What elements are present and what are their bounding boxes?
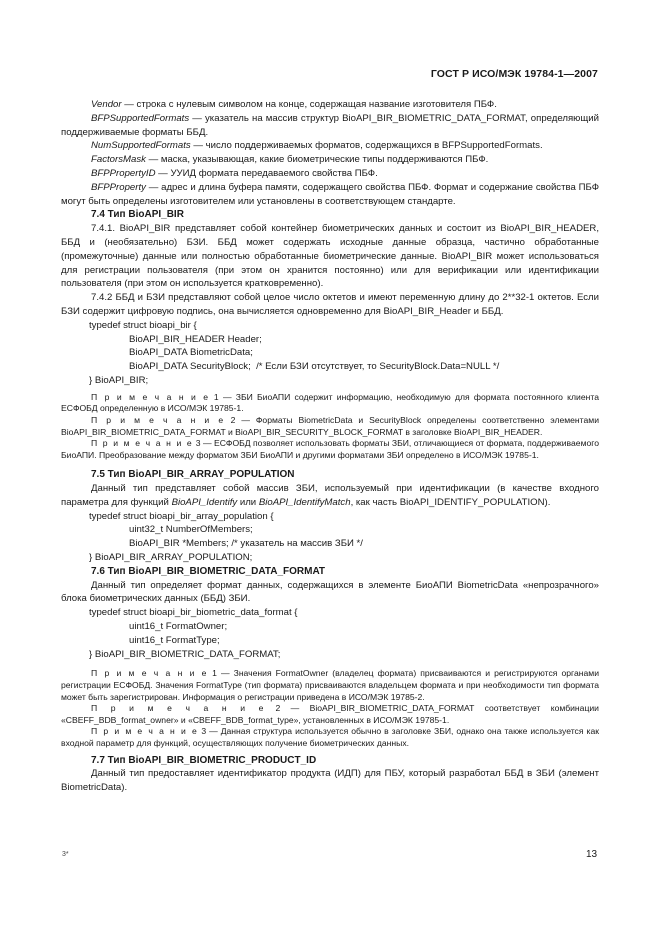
def-vendor: Vendor — строка с нулевым символом на конце, содержащая название изготовителя ПБФ.: [91, 99, 497, 110]
note-7-6-2: П р и м е ч а н и е 2 — BioAPI_BIR_BIOMETRIC_DATA_FORMAT соответствует комбинации «CBEFF_BDB_format_owner» и «CBEFF_BDB_format_type», установленных в ИСО/МЭК 19785-1.: [61, 703, 599, 725]
def-bfp-property-id: BFPPropertyID — УУИД формата передаваемого свойства ПБФ.: [91, 167, 378, 179]
code-line: uint32_t NumberOfMembers;: [129, 524, 253, 536]
code-line: BioAPI_BIR *Members; /* указатель на массив ЗБИ */: [129, 538, 363, 550]
note-7-4-3: П р и м е ч а н и е 3 — ЕСФОБД позволяет использовать форматы ЗБИ, отличающиеся от формата, поддерживаемого БиоАПИ. Преобразование между форматом ЗБИ БиоАПИ и другими форматами ЗБИ определено в ИСО/МЭК 19785-1.: [61, 438, 599, 460]
code-line: } BioAPI_BIR_ARRAY_POPULATION;: [89, 552, 253, 564]
section-7-7-paragraph: Данный тип предоставляет идентификатор продукта (ИДП) для ПБУ, который разработал ББД в ЗБИ (элемент BiometricData).: [61, 768, 599, 794]
code-line: typedef struct bioapi_bir_array_population {: [89, 510, 274, 522]
note-7-4-2: П р и м е ч а н и е 2 — Форматы BiometricData и SecurityBlock определены соответственно элементами BioAPI_BIR_BIOMETRIC_DATA_FORMAT и BioAPI_BIR_SECURITY_BLOCK_FORMAT в заголовке BioAPI_BIR_HEADER.: [61, 414, 599, 437]
code-line: } BioAPI_BIR_BIOMETRIC_DATA_FORMAT;: [89, 648, 281, 660]
page-body: [61, 98, 599, 795]
section-7-4-heading: 7.4 Тип BioAPI_BIR: [91, 209, 184, 221]
footer-sheet-mark: 3*: [62, 851, 69, 858]
code-line: BioAPI_DATA BiometricData;: [129, 347, 253, 359]
section-7-5-paragraph: Данный тип представляет собой массив ЗБИ, используемый при идентификации (в качестве входного параметра для функций BioAPI_Identify или BioAPI_IdentifyMatch, как часть BioAPI_IDENTIFY_POPULATION).: [61, 483, 599, 508]
page-number: 13: [586, 849, 598, 860]
code-line: BioAPI_DATA SecurityBlock; /* Если БЗИ отсутствует, то SecurityBlock.Data=NULL */: [129, 361, 500, 373]
section-7-6-heading: 7.6 Тип BioAPI_BIR_BIOMETRIC_DATA_FORMAT: [91, 565, 326, 577]
standard-header: ГОСТ Р ИСО/МЭК 19784-1—2007: [430, 68, 598, 80]
section-7-5-heading: 7.5 Тип BioAPI_BIR_ARRAY_POPULATION: [91, 469, 295, 481]
section-7-4-2-paragraph: 7.4.2 ББД и БЗИ представляют собой целое число октетов и имеют переменную длину до 2**32-1 октетов. Если БЗИ содержит цифровую подпись, она вычисляется одновременно для BioAPI_BIR_Header и ББД.: [61, 292, 599, 317]
section-7-7-heading: 7.7 Тип BioAPI_BIR_BIOMETRIC_PRODUCT_ID: [91, 754, 317, 766]
code-line: } BioAPI_BIR;: [89, 374, 149, 386]
code-line: uint16_t FormatType;: [129, 634, 220, 646]
section-7-6-paragraph: Данный тип определяет формат данных, содержащихся в элементе БиоАПИ BiometricData «непрозрачного» блока биометрических данных (ББД) ЗБИ.: [61, 579, 599, 605]
note-7-6-3: П р и м е ч а н и е 3 — Данная структура используется обычно в заголовке ЗБИ, однако она также используется как входной параметр для функций, осуществляющих получение биометрических данных.: [61, 726, 599, 749]
def-bfp-supported-formats: BFPSupportedFormats — указатель на массив структур BioAPI_BIR_BIOMETRIC_DATA_FORMAT, определяющий поддерживаемые форматы ББД.: [61, 112, 599, 138]
section-7-4-1-paragraph: 7.4.1. BioAPI_BIR представляет собой контейнер биометрических данных и состоит из BioAPI_BIR_HEADER, ББД и (необязательно) БЗИ. ББД может содержать исходные данные образца, частично обработанные (промежуточные) данные или полностью обработанные биометрические данные. BioAPI_BIR может использоваться для регистрации пользователя (при этом он хранится постоянно) или для верификации или идентификации пользователя (при этом он используется кратковременно).: [61, 223, 599, 290]
note-7-6-1: П р и м е ч а н и е 1 — Значения FormatOwner (владелец формата) присваиваются и регистрируются органами регистрации ЕСФОБД. Значения FormatType (тип формата) присваиваются владельцем формата и при необходимости тип формата может быть зарегистрирован. Информация о регистрации приведена в ИСО/МЭК 19785-2.: [61, 668, 599, 702]
code-line: BioAPI_BIR_HEADER Header;: [129, 333, 262, 345]
code-line: typedef struct bioapi_bir_biometric_data_format {: [89, 607, 298, 619]
code-line: typedef struct bioapi_bir {: [89, 319, 197, 331]
def-factors-mask: FactorsMask — маска, указывающая, какие биометрические типы поддерживаются ПБФ.: [91, 154, 489, 166]
def-bfp-property: BFPProperty — адрес и длина буфера памяти, содержащего свойства ПБФ. Формат и содержание свойства ПБФ могут быть определены изготовителем или установлены в соответствующем стандарте.: [61, 181, 599, 207]
def-num-supported-formats: NumSupportedFormats — число поддерживаемых форматов, содержащихся в BFPSupportedFormats.: [91, 140, 543, 152]
note-7-4-1: П р и м е ч а н и е 1 — ЗБИ БиоАПИ содержит информацию, необходимую для формата постоянного клиента ЕСФОБД определенную в ИСО/МЭК 19785-1.: [61, 391, 599, 414]
code-line: uint16_t FormatOwner;: [129, 621, 228, 633]
